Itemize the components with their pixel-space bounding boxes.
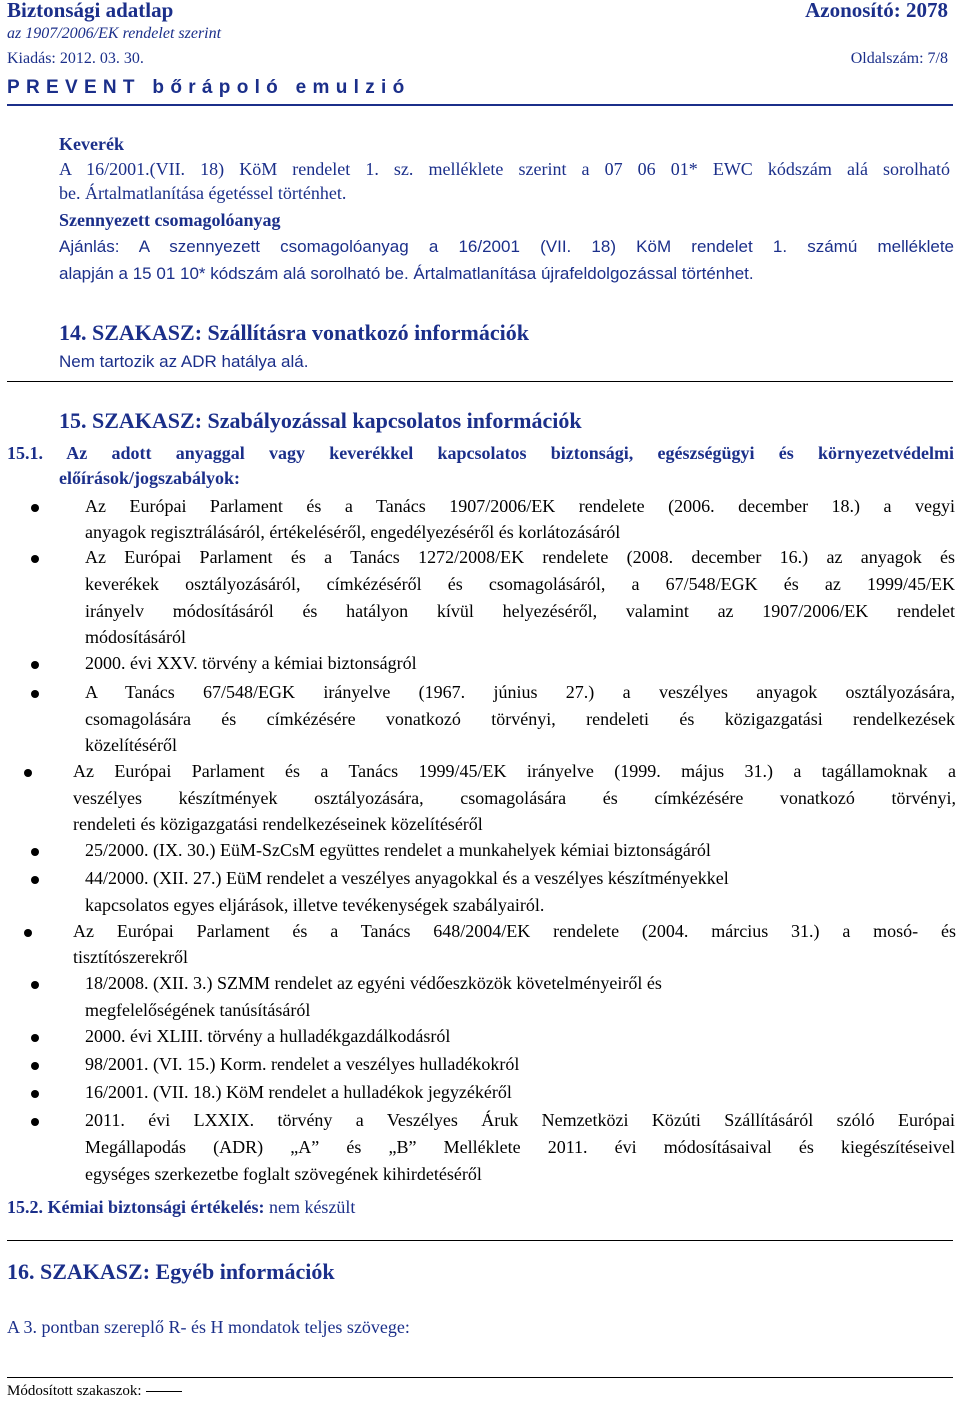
regulation-item-line: Az Európai Parlament és a Tanács 1907/2006/EK rendelete (2006. december 18.) a vegyi [85,496,955,516]
regulation-item-line: 25/2000. (IX. 30.) EüM-SzCsM együttes rendelet a munkahelyek kémiai biztonságáról [85,840,711,860]
issue-date: Kiadás: 2012. 03. 30. [7,50,144,67]
modified-sections-label: Módosított szakaszok: [7,1383,142,1399]
section-16-text: A 3. pontban szereplő R- és H mondatok teljes szövege: [7,1317,410,1337]
regulation-item-line: közelítéséről [85,735,177,755]
bullet [31,1090,39,1098]
regulation-item-line: kapcsolatos egyes eljárások, illetve tevékenységek szabályairól. [85,895,545,915]
regulation-item-line: 2000. évi XXV. törvény a kémiai biztonságról [85,653,417,673]
bullet [31,981,39,989]
regulation-item-line: 44/2000. (XII. 27.) EüM rendelet a veszélyes anyagokkal és a veszélyes készítményekkel [85,868,729,888]
bullet [31,1118,39,1126]
regulation-reference: az 1907/2006/EK rendelet szerint [7,25,222,42]
packaging-text-line-1: Ajánlás: A szennyezett csomagolóanyag a 16/2001 (VII. 18) KöM rendelet 1. számú melléklete [59,237,954,256]
regulation-item-line: anyagok regisztrálásáról, értékeléséről, engedélyezéséről és korlátozásáról [85,522,621,542]
regulation-item-line: megfelelőségének tanúsításáról [85,1000,311,1020]
modified-sections-dash [146,1391,182,1392]
bullet [31,555,39,563]
product-name: PREVENT bőrápoló emulzió [7,77,411,98]
mixture-text-line-2: be. Ártalmatlanítása égetéssel történhet. [59,183,347,203]
bullet [31,504,39,512]
regulation-item-line: Az Európai Parlament és a Tanács 648/2004/EK rendelete (2004. március 31.) a mosó- és [73,921,956,941]
regulation-item-line: rendeleti és közigazgatási rendelkezéseinek közelítéséről [73,814,483,834]
section-15-heading: 15. SZAKASZ: Szabályozással kapcsolatos információk [59,408,582,433]
page-number: Oldalszám: 7/8 [850,50,948,67]
bullet [31,1062,39,1070]
section-16-heading: 16. SZAKASZ: Egyéb információk [7,1259,335,1284]
section-15-1-heading-line-2: előírások/jogszabályok: [59,468,241,488]
regulation-item-line: Az Európai Parlament és a Tanács 1999/45/EK irányelve (1999. május 31.) a tagállamoknak a [73,761,956,781]
section-15-1-heading-line-1: 15.1. Az adott anyaggal vagy keverékkel kapcsolatos biztonsági, egészségügyi és környezetvédelmi [7,443,954,463]
regulation-item-line: egységes szerkezetbe foglalt szövegének kihirdetéséről [85,1164,482,1184]
bullet [31,848,39,856]
mixture-text-line-1: A 16/2001.(VII. 18) KöM rendelet 1. sz. melléklete szerint a 07 06 01* EWC kódszám alá sorolható [59,159,950,179]
bullet [24,929,32,937]
section-15-2 [7,1196,355,1218]
footer-divider [7,1377,953,1378]
regulation-item-line: tisztítószerekről [73,947,188,967]
bullet [31,1034,39,1042]
document-title: Biztonsági adatlap [7,0,174,22]
regulation-item-line: 2011. évi LXXIX. törvény a Veszélyes Áruk Nemzetközi Közúti Szállításáról szóló Európai [85,1110,955,1130]
packaging-heading: Szennyezett csomagolóanyag [59,210,281,230]
bullet [31,661,39,669]
section-14-divider [7,381,953,382]
regulation-item-line: keverékek osztályozásáról, címkézéséről és csomagolásáról, a 67/548/EGK és az 1999/45/EK [85,574,955,594]
mixture-heading: Keverék [59,134,124,154]
header-divider [7,104,953,106]
regulation-item-line: módosításáról [85,627,186,647]
regulation-item-line: Az Európai Parlament és a Tanács 1272/2008/EK rendelete (2008. december 16.) az anyagok és [85,547,955,567]
bullet [24,769,32,777]
section-14-text: Nem tartozik az ADR hatálya alá. [59,352,309,371]
section-14-heading: 14. SZAKASZ: Szállításra vonatkozó információk [59,320,529,345]
regulation-item-line: 2000. évi XLIII. törvény a hulladékgazdálkodásról [85,1026,451,1046]
regulation-item-line: A Tanács 67/548/EGK irányelve (1967. június 27.) a veszélyes anyagok osztályozására, [85,682,955,702]
regulation-item-line: 18/2008. (XII. 3.) SZMM rendelet az egyéni védőeszközök követelményeiről és [85,973,662,993]
regulation-item-line: irányelv módosításáról és hatályon kívül helyezéséről, valamint az 1907/2006/EK rendelet [85,601,955,621]
regulation-item-line: veszélyes készítmények osztályozására, csomagolására és címkézésére vonatkozó törvényi, [73,788,956,808]
bullet [31,876,39,884]
packaging-text-line-2: alapján a 15 01 10* kódszám alá sorolható be. Ártalmatlanítása újrafeldolgozással történhet. [59,264,754,283]
section-15-divider [7,1240,953,1241]
regulation-item-line: 98/2001. (VI. 15.) Korm. rendelet a veszélyes hulladékokról [85,1054,520,1074]
regulation-item-line: Megállapodás (ADR) „A” és „B” Melléklete 2011. évi módosításaival és kiegészítéseivel [85,1137,955,1157]
section-15-2-label: 15.2. Kémiai biztonsági értékelés: [7,1197,265,1217]
bullet [31,690,39,698]
regulation-item-line: csomagolására és címkézésére vonatkozó törvényi, rendeleti és közigazgatási rendelkezések [85,709,955,729]
document-identifier: Azonosító: 2078 [805,0,948,22]
section-15-2-value: nem készült [268,1197,356,1217]
footer [7,1383,182,1400]
regulation-item-line: 16/2001. (VII. 18.) KöM rendelet a hulladékok jegyzékéről [85,1082,512,1102]
